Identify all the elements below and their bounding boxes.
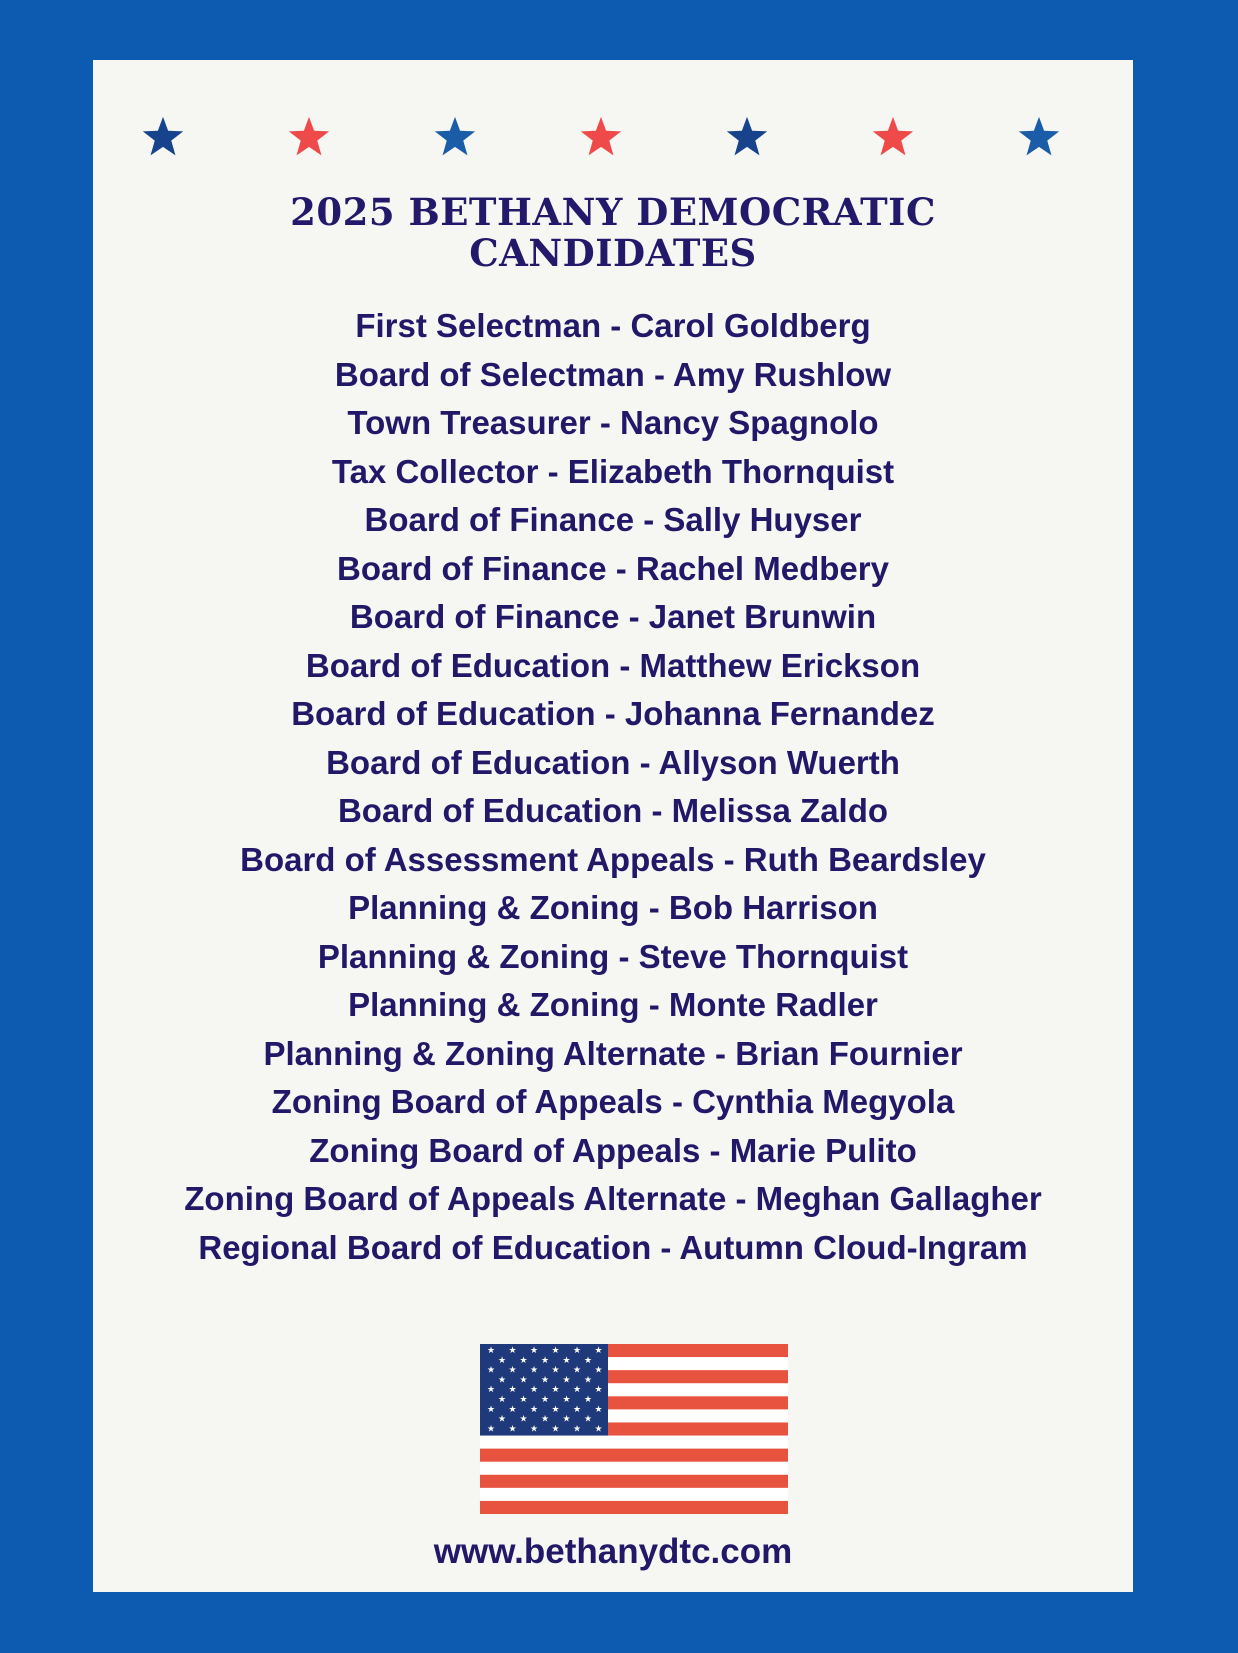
flag-star: ★ (486, 1404, 496, 1415)
flag-star: ★ (486, 1346, 496, 1356)
star-icon (141, 115, 185, 159)
flag-red-stripe (480, 1501, 788, 1514)
list-item: First Selectman - Carol Goldberg (355, 307, 871, 344)
flag-star: ★ (583, 1414, 593, 1425)
flag-star: ★ (551, 1365, 560, 1376)
flag-star: ★ (551, 1346, 560, 1356)
list-item: Board of Finance - Janet Brunwin (349, 598, 877, 635)
flag-star: ★ (519, 1375, 528, 1386)
list-item: Town Treasurer - Nancy Spagnolo (347, 404, 879, 441)
flag-star: ★ (551, 1404, 560, 1415)
flag-star: ★ (594, 1365, 603, 1376)
flag-star: ★ (529, 1424, 539, 1435)
flag-star: ★ (508, 1404, 517, 1415)
flag-star: ★ (562, 1355, 571, 1366)
star-icon (579, 115, 623, 159)
list-item: Regional Board of Education - Autumn Cloud-Ingram (198, 1228, 1028, 1266)
title-line-1: 2025 BETHANY DEMOCRATIC (290, 190, 936, 234)
flag-star: ★ (540, 1355, 550, 1366)
website-link[interactable]: www.bethanydtc.com (433, 1532, 793, 1571)
flag-star: ★ (540, 1375, 550, 1386)
star-icon (1017, 115, 1061, 159)
flag-star: ★ (497, 1395, 507, 1405)
flag-star: ★ (583, 1375, 593, 1386)
flag-star: ★ (497, 1414, 507, 1425)
american-flag-icon (480, 1344, 788, 1514)
flag-star: ★ (594, 1346, 603, 1356)
list-item: Planning & Zoning - Bob Harrison (348, 889, 878, 926)
star-icon (287, 115, 331, 159)
poster-card (93, 60, 1133, 1592)
flag-star: ★ (583, 1355, 593, 1366)
list-item: Board of Selectman - Amy Rushlow (334, 355, 892, 393)
flag-star: ★ (540, 1414, 550, 1425)
list-item: Board of Assessment Appeals - Ruth Beardsley (240, 840, 986, 878)
list-item: Board of Education - Melissa Zaldo (337, 792, 889, 829)
flag-star: ★ (529, 1404, 539, 1415)
flag-star: ★ (572, 1385, 582, 1396)
flag-star: ★ (562, 1414, 571, 1425)
flag-red-stripe (480, 1449, 788, 1462)
list-item: Board of Finance - Rachel Medbery (337, 549, 889, 587)
list-item: Board of Education - Johanna Fernandez (291, 695, 935, 732)
flag-star: ★ (486, 1385, 496, 1396)
flag-star: ★ (519, 1355, 528, 1366)
list-item: Planning & Zoning - Monte Radler (348, 986, 878, 1023)
flag-star: ★ (594, 1385, 603, 1396)
flag-star: ★ (508, 1365, 517, 1376)
title-line-2: CANDIDATES (469, 231, 757, 275)
flag-white-stripe (480, 1462, 788, 1475)
flag-star: ★ (572, 1404, 582, 1415)
flag-white-stripe (480, 1488, 788, 1501)
flag-star: ★ (519, 1395, 528, 1405)
flag-star: ★ (583, 1395, 593, 1405)
star-icon (433, 115, 477, 159)
list-item: Board of Finance - Sally Huyser (364, 501, 862, 538)
star-icon (871, 115, 915, 159)
flag-star: ★ (486, 1424, 496, 1435)
list-item: Planning & Zoning Alternate - Brian Fournier (263, 1034, 963, 1072)
flag-star: ★ (486, 1365, 496, 1376)
list-item: Zoning Board of Appeals - Cynthia Megyola (271, 1083, 955, 1120)
candidate-list (133, 302, 1093, 1272)
list-item: Board of Education - Matthew Erickson (305, 646, 921, 684)
flag-white-stripe (480, 1436, 788, 1449)
list-item: Zoning Board of Appeals - Marie Pulito (309, 1131, 917, 1169)
list-item: Board of Education - Allyson Wuerth (326, 743, 900, 781)
flag-star: ★ (572, 1365, 582, 1376)
flag-star: ★ (594, 1404, 603, 1415)
flag-star: ★ (551, 1424, 560, 1435)
flag-star: ★ (572, 1346, 582, 1356)
flag-star: ★ (594, 1424, 603, 1435)
flag-star: ★ (562, 1395, 571, 1405)
flag-star: ★ (497, 1375, 507, 1386)
flag-star: ★ (508, 1424, 517, 1435)
flag-star: ★ (540, 1395, 550, 1405)
flag-red-stripe (480, 1475, 788, 1488)
flag-star: ★ (519, 1414, 528, 1425)
flag-star: ★ (529, 1385, 539, 1396)
page-title (93, 192, 1133, 274)
list-item: Zoning Board of Appeals Alternate - Meghan Gallagher (184, 1180, 1042, 1217)
flag-star: ★ (572, 1424, 582, 1435)
flag-star: ★ (529, 1365, 539, 1376)
flag-star: ★ (508, 1346, 517, 1356)
flag-star: ★ (529, 1346, 539, 1356)
flag-star: ★ (508, 1385, 517, 1396)
list-item: Tax Collector - Elizabeth Thornquist (331, 452, 895, 490)
flag-star: ★ (551, 1385, 560, 1396)
star-icon (725, 115, 769, 159)
flag-star: ★ (497, 1355, 507, 1366)
flag-star: ★ (562, 1375, 571, 1386)
list-item: Planning & Zoning - Steve Thornquist (317, 937, 909, 975)
